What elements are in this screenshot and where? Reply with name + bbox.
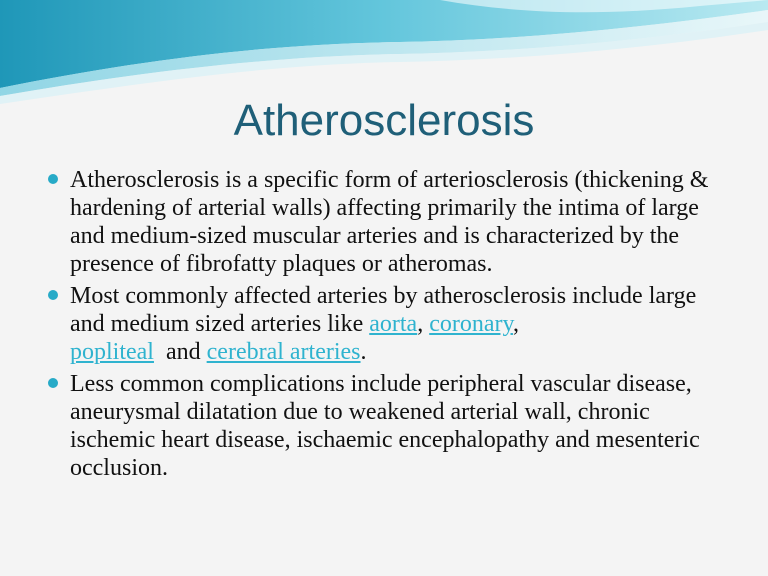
bullet-item-affected-arteries xyxy=(44,282,734,366)
bullet-list xyxy=(44,166,734,486)
end-punctuation: . xyxy=(360,339,367,365)
link-popliteal[interactable]: popliteal xyxy=(70,339,154,365)
link-coronary[interactable]: coronary xyxy=(429,311,513,337)
link-cerebral-arteries[interactable]: cerebral arteries xyxy=(206,339,361,365)
bullet-text: Less common complications include peripheral vascular disease, aneurysmal dilatation due to weakened arterial wall, chronic ischemic heart disease, ischaemic encephalopathy and mesenteric occlusion. xyxy=(70,371,700,481)
link-aorta[interactable]: aorta xyxy=(369,311,418,337)
bullet-item-definition xyxy=(44,166,734,278)
bullet-text: Most commonly affected arteries by atherosclerosis include large and medium sized arteries like xyxy=(70,283,697,337)
separator-text: and xyxy=(153,339,207,365)
header-wave-decoration xyxy=(0,0,768,110)
separator-text: , xyxy=(417,311,430,337)
bullet-item-complications xyxy=(44,370,734,482)
separator-text: , xyxy=(512,311,519,337)
bullet-dot-icon xyxy=(48,174,58,184)
slide-title: Atherosclerosis xyxy=(233,96,535,145)
bullet-dot-icon xyxy=(48,290,58,300)
bullet-dot-icon xyxy=(48,378,58,388)
bullet-text: Atherosclerosis is a specific form of arteriosclerosis (thickening & hardening of arterial walls) affecting primarily the intima of large and medium-sized muscular arteries and is characterized by the presence of fibrofatty plaques or atheromas. xyxy=(70,167,709,277)
